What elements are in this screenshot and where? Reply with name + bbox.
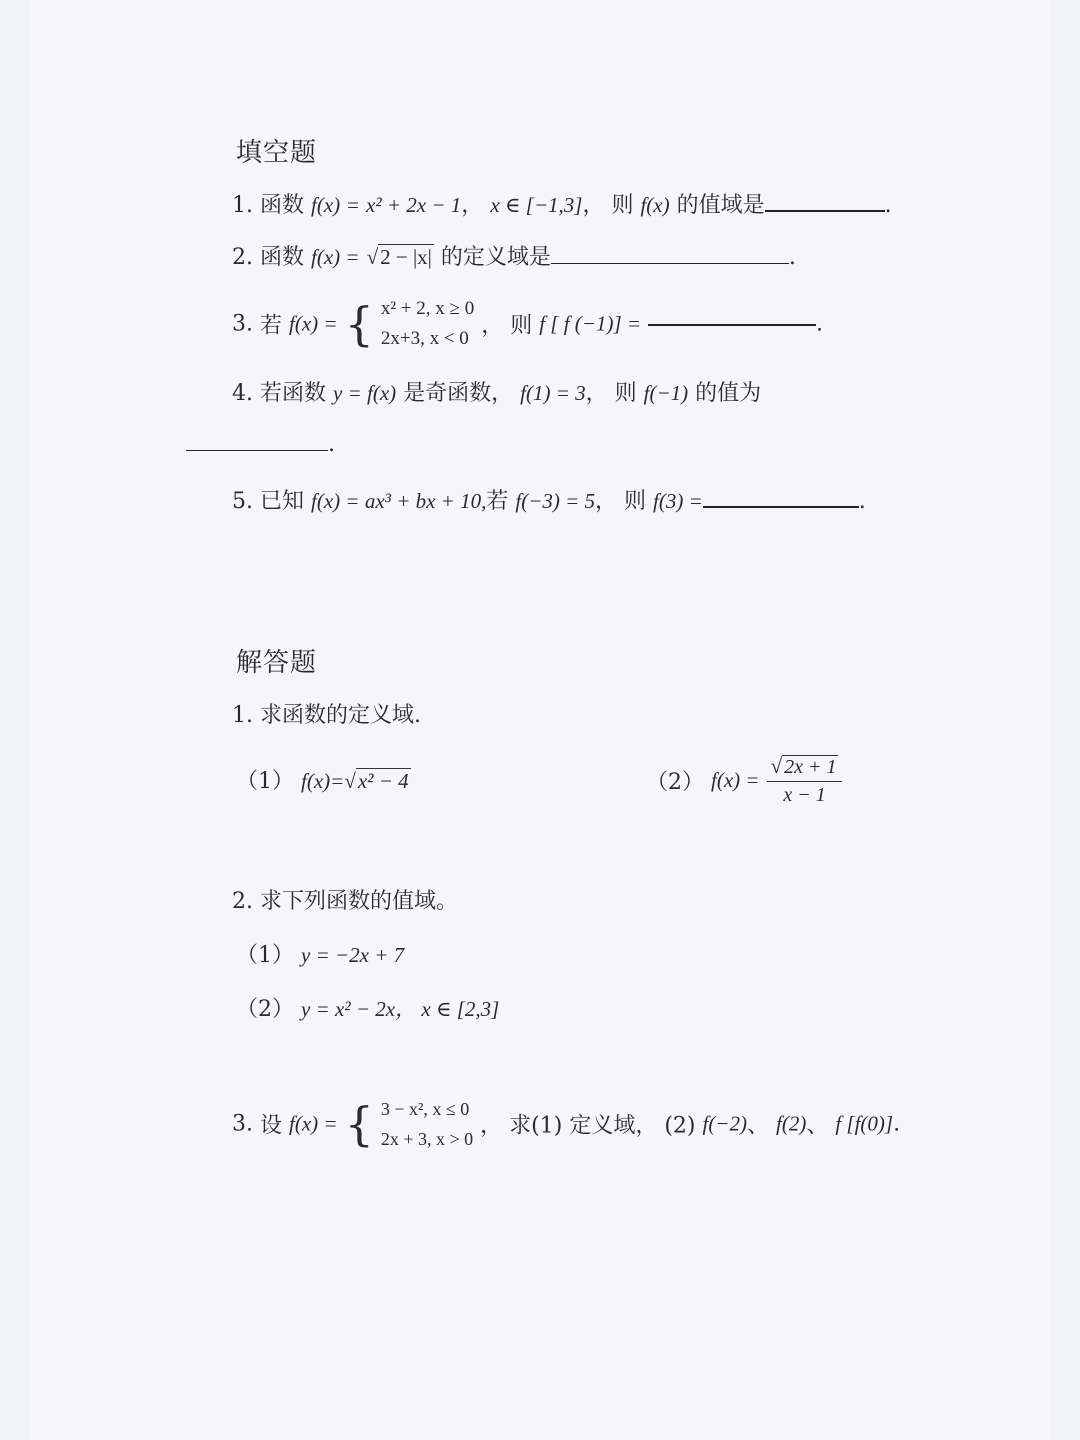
question-text: 函数 [260,245,305,270]
answer-blank[interactable] [648,323,816,326]
question-text: ， 求(1) 定义域， (2) [480,1113,696,1139]
piecewise-cases [381,294,474,354]
math-expr: f [f(0)] [835,1111,894,1136]
question-text: 若函数 [260,381,327,406]
case-1: 3 − x², x ≤ 0 [380,1099,470,1119]
math-expr: f(x)= [301,769,345,793]
case-2: 2x+3, x < 0 [380,328,469,349]
math-expr: x² + 2x − 1 [366,193,462,217]
math-radicand: 2x + 1 [784,756,837,778]
sqrt-icon: √ [366,245,379,269]
question-text: 若 [486,489,509,514]
math-expr: f(1) = 3 [520,381,586,405]
solve-question-1-title: 1. 求函数的定义域. [232,703,421,728]
part-label: （1） [236,943,294,968]
answer-blank[interactable] [765,209,885,212]
math-expr: f(x) [311,193,341,217]
answer-blank[interactable] [551,262,789,264]
denominator: x − 1 [783,784,826,806]
math-expr: y = f(x) [333,381,397,405]
question-number: 4. [232,381,253,406]
fill-question-3: 3. 若 f(x) = { x² + 2, x ≥ 0 2x+3, x < 0 ， 则 f [ f (−1)] = . [232,294,823,354]
solve-question-1-part-2 [646,754,842,807]
fill-question-4: 4. 若函数 y = f(x) 是奇函数， f(1) = 3， 则 f(−1) 的值为 [232,381,762,406]
fraction [767,754,843,807]
part-label: （2） [646,770,704,795]
solve-question-1-part-1 [236,764,411,795]
fill-question-5: 5. 已知 f(x) = ax³ + bx + 10,若 f(−3) = 5， 则 f(3) = . [232,489,866,514]
math-radicand: x² − 4 [357,769,409,793]
question-number: 3. [232,311,253,337]
sqrt-icon: √ [344,769,356,793]
left-brace-icon: { [344,1097,374,1151]
math-expr: f(2) [776,1111,807,1136]
math-expr: f(x) = [711,768,760,792]
math-expr: f(x) = [289,311,338,336]
answer-blank[interactable] [186,449,328,451]
question-number: 3. [232,1111,253,1137]
math-radicand: 2 − |x| [380,245,432,269]
math-expr: f(x) [640,193,670,217]
fill-section-heading: 填空题 [236,138,318,168]
solve-section-heading: 解答题 [236,648,318,678]
math-expr: f(x) = [289,1111,338,1136]
solve-question-2-title: 2. 求下列函数的值域。 [232,889,458,914]
case-1: x² + 2, x ≥ 0 [380,298,475,319]
math-expr: f(x) = ax³ + bx + 10, [311,489,487,513]
sqrt-icon: √ [770,754,783,778]
part-label: （2） [236,997,294,1022]
solve-question-2-part-2 [236,992,499,1023]
question-number: 1. [232,193,253,218]
case-2: 2x + 3, x > 0 [380,1129,474,1149]
question-text: 已知 [260,489,305,514]
solve-question-3: 3. 设 f(x) = { 3 − x², x ≤ 0 2x + 3, x > 0 ， 求(1) 定义域， (2) f(−2)、 f(2)、 f [f(0)]. [232,1094,900,1154]
question-text: 是奇函数， [403,381,514,406]
fill-question-4-answer: . [186,432,335,457]
question-text: 设 [260,1113,283,1139]
question-text: 若 [260,313,283,339]
left-brace-icon: { [344,297,374,351]
math-expr: f(−2) [702,1111,747,1136]
question-number: 5. [232,489,253,514]
fill-question-2: 2. 函数 f(x) = √2 − |x| 的定义域是 . [232,245,796,270]
question-text: 函数 [260,193,305,218]
piecewise-cases [381,1094,473,1154]
question-text: 的值为 [695,381,762,406]
fill-question-1: 1. 函数 f(x) = x² + 2x − 1， x ∈ [−1,3]， 则 f(x) 的值域是 . [232,193,892,218]
solve-question-2-part-1 [236,938,404,969]
math-expr: f(−1) [643,381,689,405]
math-expr: f(x) = [311,245,360,269]
question-number: 2. [232,245,253,270]
part-label: （1） [236,769,294,794]
math-expr: y = x² − 2x， x ∈ [2,3] [301,997,500,1021]
math-expr: f(3) = [653,489,703,513]
math-expr: f [ f (−1)] = [539,311,642,336]
math-expr: y = −2x + 7 [301,943,405,967]
question-text: 的定义域是 [440,245,551,270]
question-text: 的值域是 [676,193,765,218]
math-expr: f(−3) = 5 [515,489,596,513]
math-domain: x ∈ [−1,3] [490,193,583,217]
answer-blank[interactable] [703,505,859,508]
